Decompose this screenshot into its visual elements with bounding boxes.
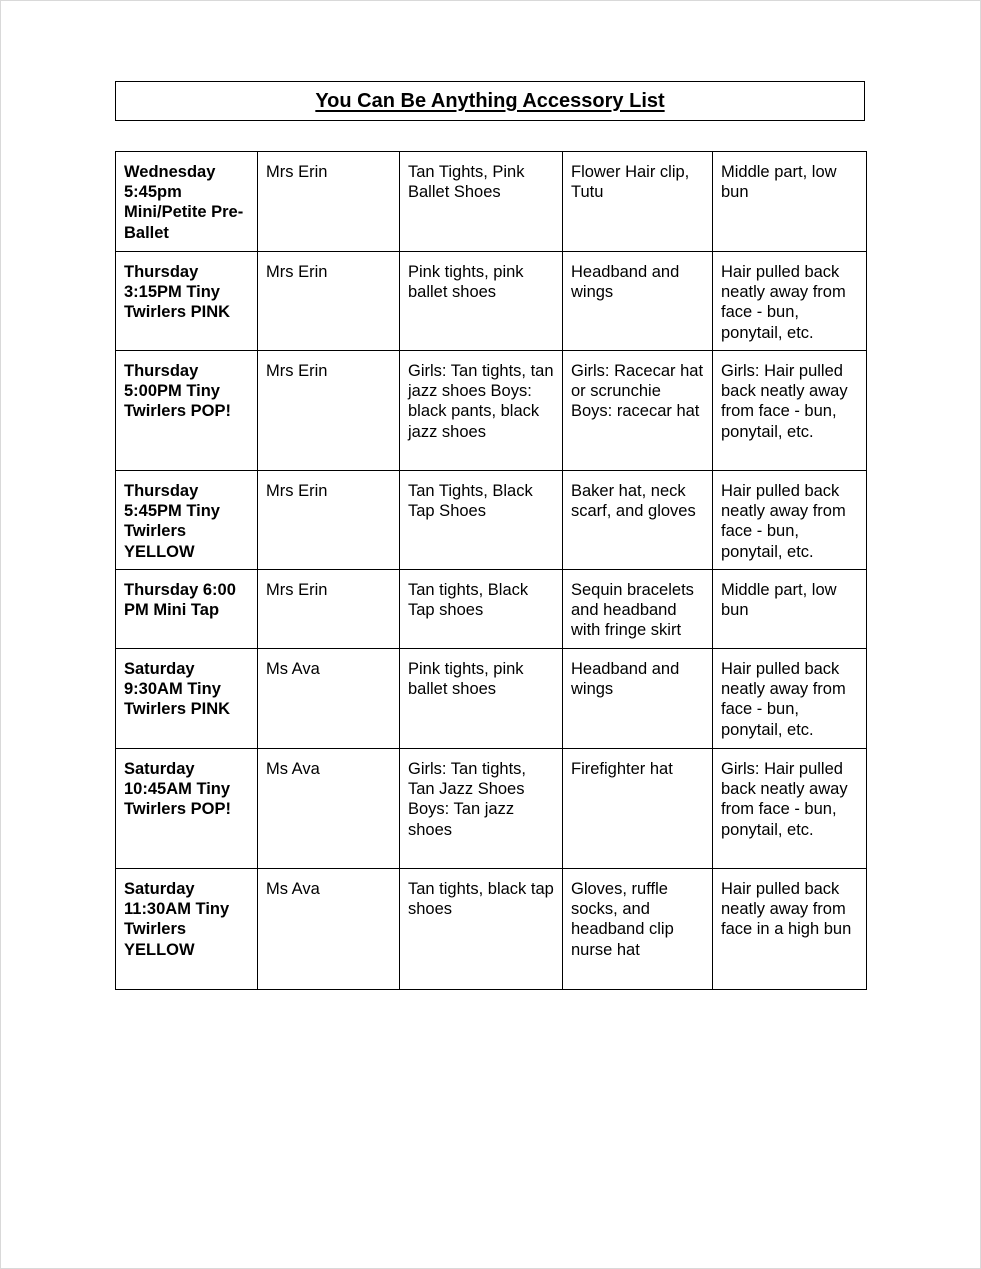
table-row	[116, 252, 867, 351]
tights-shoes-cell: Tan tights, black tap shoes	[400, 869, 563, 990]
class-cell: Wednesday 5:45pm Mini/Petite Pre-Ballet	[116, 152, 258, 252]
teacher-cell: Mrs Erin	[258, 351, 400, 471]
teacher-cell: Ms Ava	[258, 869, 400, 990]
hair-cell: Hair pulled back neatly away from face in a high bun	[713, 869, 867, 990]
table-row	[116, 152, 867, 252]
hair-cell: Girls: Hair pulled back neatly away from face - bun, ponytail, etc.	[713, 749, 867, 869]
accessories-cell: Girls: Racecar hat or scrunchie Boys: racecar hat	[563, 351, 713, 471]
accessories-cell: Headband and wings	[563, 649, 713, 749]
accessories-cell: Firefighter hat	[563, 749, 713, 869]
tights-shoes-cell: Tan Tights, Black Tap Shoes	[400, 471, 563, 570]
tights-shoes-cell: Pink tights, pink ballet shoes	[400, 252, 563, 351]
tights-shoes-cell: Tan Tights, Pink Ballet Shoes	[400, 152, 563, 252]
teacher-cell: Mrs Erin	[258, 570, 400, 649]
table-row	[116, 570, 867, 649]
class-cell: Saturday 10:45AM Tiny Twirlers POP!	[116, 749, 258, 869]
table-row	[116, 749, 867, 869]
teacher-cell: Mrs Erin	[258, 252, 400, 351]
table-row	[116, 351, 867, 471]
class-cell: Thursday 3:15PM Tiny Twirlers PINK	[116, 252, 258, 351]
hair-cell: Girls: Hair pulled back neatly away from face - bun, ponytail, etc.	[713, 351, 867, 471]
accessories-cell: Flower Hair clip, Tutu	[563, 152, 713, 252]
class-cell: Thursday 6:00 PM Mini Tap	[116, 570, 258, 649]
tights-shoes-cell: Girls: Tan tights, Tan Jazz Shoes Boys: Tan jazz shoes	[400, 749, 563, 869]
accessories-cell: Headband and wings	[563, 252, 713, 351]
hair-cell: Hair pulled back neatly away from face - bun, ponytail, etc.	[713, 649, 867, 749]
document-title: You Can Be Anything Accessory List	[315, 89, 665, 112]
hair-cell: Middle part, low bun	[713, 152, 867, 252]
accessories-cell: Sequin bracelets and headband with fringe skirt	[563, 570, 713, 649]
table-row	[116, 471, 867, 570]
title-box	[115, 81, 865, 121]
hair-cell: Hair pulled back neatly away from face - bun, ponytail, etc.	[713, 471, 867, 570]
class-cell: Thursday 5:00PM Tiny Twirlers POP!	[116, 351, 258, 471]
teacher-cell: Ms Ava	[258, 749, 400, 869]
tights-shoes-cell: Tan tights, Black Tap shoes	[400, 570, 563, 649]
table-row	[116, 649, 867, 749]
teacher-cell: Mrs Erin	[258, 471, 400, 570]
teacher-cell: Mrs Erin	[258, 152, 400, 252]
accessories-cell: Baker hat, neck scarf, and gloves	[563, 471, 713, 570]
accessory-table	[115, 151, 867, 990]
hair-cell: Middle part, low bun	[713, 570, 867, 649]
table-row	[116, 869, 867, 990]
accessories-cell: Gloves, ruffle socks, and headband clip nurse hat	[563, 869, 713, 990]
tights-shoes-cell: Pink tights, pink ballet shoes	[400, 649, 563, 749]
hair-cell: Hair pulled back neatly away from face - bun, ponytail, etc.	[713, 252, 867, 351]
class-cell: Saturday 11:30AM Tiny Twirlers YELLOW	[116, 869, 258, 990]
class-cell: Saturday 9:30AM Tiny Twirlers PINK	[116, 649, 258, 749]
teacher-cell: Ms Ava	[258, 649, 400, 749]
tights-shoes-cell: Girls: Tan tights, tan jazz shoes Boys: black pants, black jazz shoes	[400, 351, 563, 471]
class-cell: Thursday 5:45PM Tiny Twirlers YELLOW	[116, 471, 258, 570]
